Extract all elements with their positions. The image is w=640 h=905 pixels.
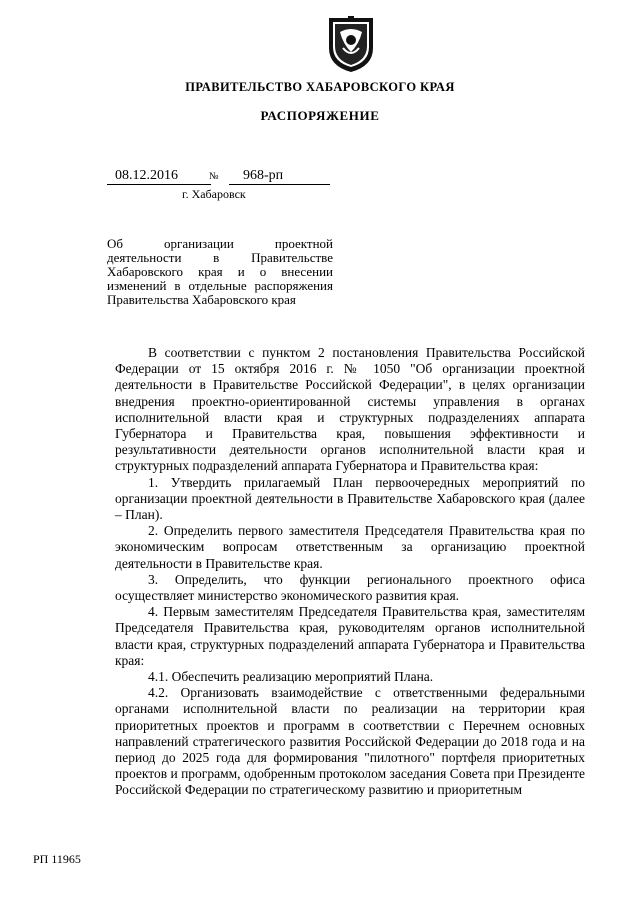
city-label: г. Хабаровск: [182, 187, 246, 201]
footer-document-code: РП 11965: [33, 852, 81, 866]
body-paragraph: 4.1. Обеспечить реализацию мероприятий Плана.: [148, 669, 434, 685]
number-underline: [229, 184, 330, 185]
body-paragraph: 4. Первым заместителям Председателя Правительства края, заместителям Председателя Правительства края, руководителям органов исполнительной власти края, структурных подразделений аппарата Губернатора и Правительства края:: [115, 604, 585, 668]
document-body: [115, 345, 585, 799]
document-subject: Об организации проектной деятельности в Правительстве Хабаровского края и о внесении изменений в отдельные распоряжения Правительства Хабаровского края: [107, 236, 333, 307]
date-underline: [107, 184, 211, 185]
body-paragraph: 1. Утвердить прилагаемый План первоочередных мероприятий по организации проектной деятельности в Правительстве Хабаровского края (далее – План).: [115, 474, 585, 523]
body-paragraph: 2. Определить первого заместителя Председателя Правительства края по экономическим вопросам ответственным за организацию проектной деятельности в Правительстве края.: [115, 523, 585, 571]
body-paragraph: 3. Определить, что функции регионального проектного офиса осуществляет министерство экономического развития края.: [115, 571, 585, 604]
body-paragraph: В соответствии с пунктом 2 постановления Правительства Российской Федерации от 15 октября 2016 г. № 1050 "Об организации проектной деятельности в Правительстве Российской Федерации", в целях организации внедрения проектно-ориентированной системы управления в органах исполнительной власти края и структурных подразделениях аппарата Губернатора и Правительства края, повышения эффективности и результативности деятельности органов исполнительной власти края и структурных подразделений аппарата Губернатора и Правительства края:: [115, 345, 585, 474]
document-type-title: РАСПОРЯЖЕНИЕ: [260, 108, 380, 123]
organization-title: ПРАВИТЕЛЬСТВО ХАБАРОВСКОГО КРАЯ: [185, 80, 455, 94]
document-date: 08.12.2016: [115, 168, 178, 183]
number-sign: №: [209, 171, 219, 182]
body-paragraph: 4.2. Организовать взаимодействие с ответственными федеральными органами исполнительной власти по реализации на территории края приоритетных проектов и программ в соответствии с Перечнем основных направлений стратегического развития Российской Федерации до 2018 года и на период до 2025 года для формирования "пилотного" портфеля приоритетных проектов и программ, одобренным протоколом заседания Совета при Президенте Российской Федерации по стратегическому развитию и приоритетным: [115, 685, 585, 798]
registration-line: [107, 168, 330, 186]
khabarovsk-coat-of-arms-icon: [325, 14, 377, 74]
document-number: 968-рп: [243, 168, 284, 183]
